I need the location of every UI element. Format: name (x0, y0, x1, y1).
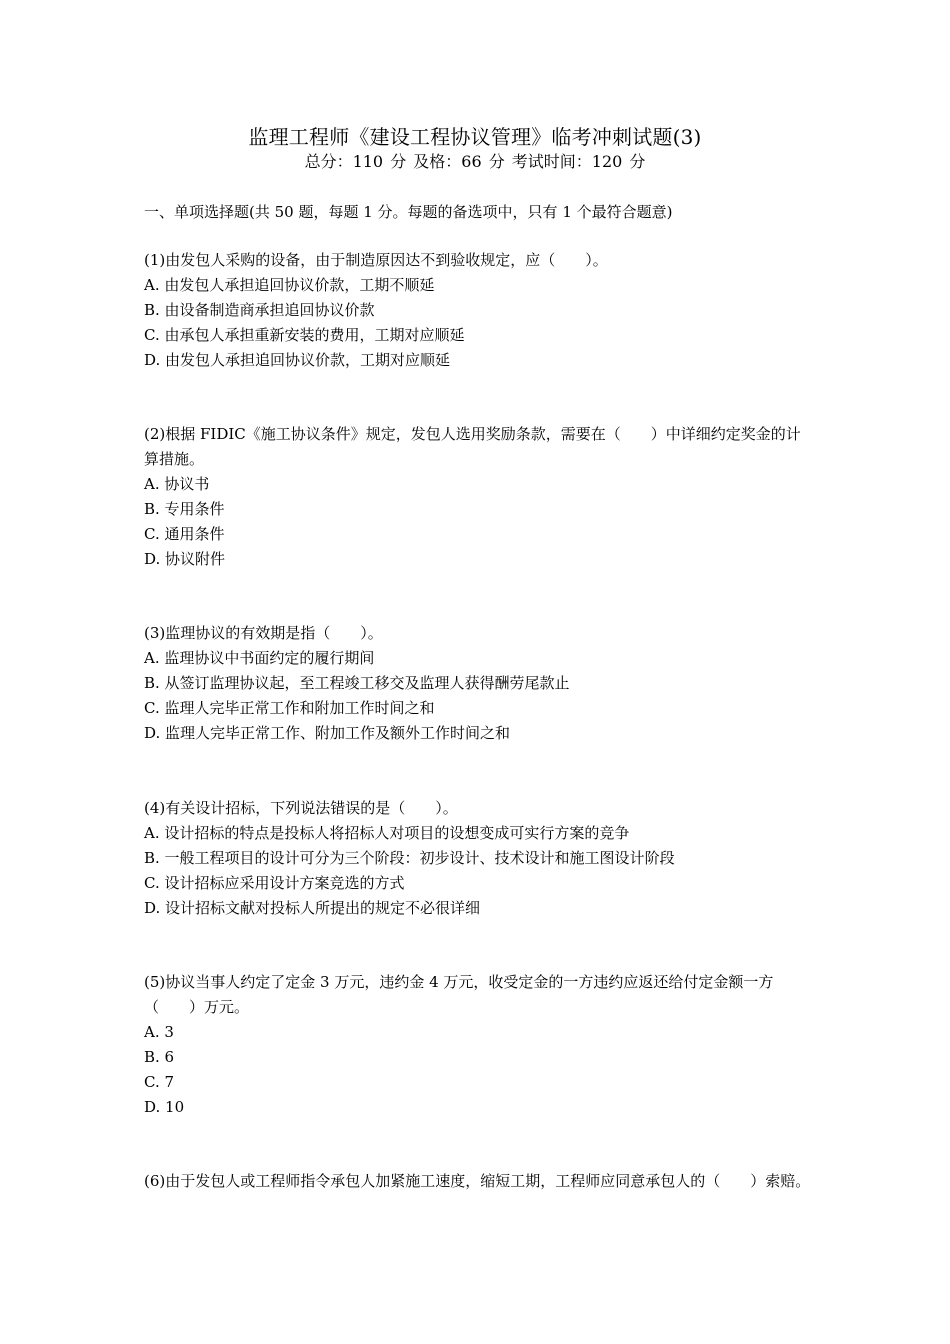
question-text: (2)根据 FIDIC《施工协议条件》规定，发包人选用奖励条款，需要在（ ）中详细约定奖金的计算措施。 (144, 425, 801, 468)
question-text: (6)由于发包人或工程师指令承包人加紧施工速度，缩短工期，工程师应同意承包人的（ ）索赔。 (144, 1172, 811, 1190)
question-6 (144, 1169, 814, 1194)
option-d: D. 监理人完毕正常工作、附加工作及额外工作时间之和 (144, 724, 511, 742)
option-a: A. 3 (144, 1023, 174, 1041)
option-b: B. 专用条件 (144, 500, 225, 518)
option-d: D. 协议附件 (144, 550, 226, 568)
option-d: D. 由发包人承担追回协议价款，工期对应顺延 (144, 351, 451, 369)
option-c: C. 由承包人承担重新安装的费用，工期对应顺延 (144, 326, 465, 344)
option-a: A. 由发包人承担追回协议价款，工期不顺延 (144, 276, 435, 294)
option-b: B. 一般工程项目的设计可分为三个阶段：初步设计、技术设计和施工图设计阶段 (144, 849, 675, 867)
question-4 (144, 796, 814, 921)
document-title: 监理工程师《建设工程协议管理》临考冲刺试题(3) (248, 125, 702, 149)
option-a: A. 设计招标的特点是投标人将招标人对项目的设想变成可实行方案的竞争 (144, 824, 630, 842)
question-3 (144, 621, 814, 746)
question-text: (3)监理协议的有效期是指（ ）。 (144, 624, 383, 642)
option-c: C. 设计招标应采用设计方案竞选的方式 (144, 874, 405, 892)
option-c: C. 通用条件 (144, 525, 225, 543)
option-d: D. 10 (144, 1098, 185, 1116)
option-a: A. 监理协议中书面约定的履行期间 (144, 649, 375, 667)
option-d: D. 设计招标文献对投标人所提出的规定不必很详细 (144, 899, 481, 917)
section-heading: 一、单项选择题(共 50 题，每题 1 分。每题的备选项中，只有 1 个最符合题意) (144, 203, 673, 221)
question-text: (1)由发包人采购的设备，由于制造原因达不到验收规定，应（ ）。 (144, 251, 608, 269)
question-text: (5)协议当事人约定了定金 3 万元，违约金 4 万元，收受定金的一方违约应返还给付定金额一方（ ）万元。 (144, 973, 774, 1016)
question-2 (144, 422, 814, 572)
question-text: (4)有关设计招标，下列说法错误的是（ ）。 (144, 799, 458, 817)
question-1 (144, 248, 814, 373)
exam-info: 总分：110 分 及格：66 分 考试时间：120 分 (304, 152, 646, 171)
option-b: B. 6 (144, 1048, 175, 1066)
option-b: B. 从签订监理协议起，至工程竣工移交及监理人获得酬劳尾款止 (144, 674, 570, 692)
option-a: A. 协议书 (144, 475, 210, 493)
option-c: C. 7 (144, 1073, 175, 1091)
question-5 (144, 970, 814, 1120)
option-b: B. 由设备制造商承担追回协议价款 (144, 301, 375, 319)
option-c: C. 监理人完毕正常工作和附加工作时间之和 (144, 699, 435, 717)
